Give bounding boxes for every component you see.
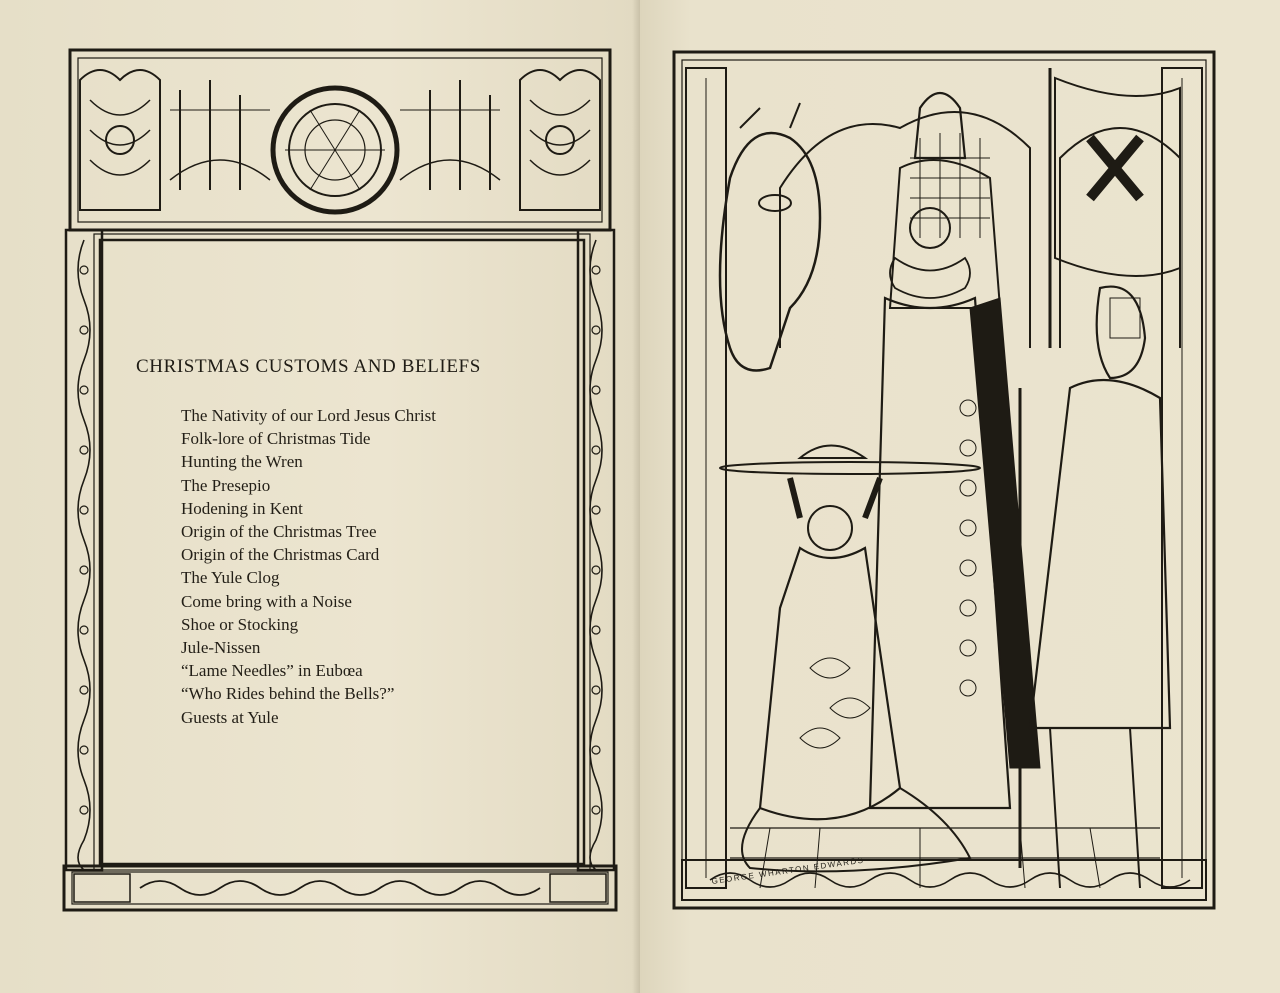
right-page (640, 0, 1280, 993)
page-title: CHRISTMAS CUSTOMS AND BELIEFS (136, 356, 481, 377)
contents-item: Origin of the Christmas Card (181, 545, 380, 565)
contents-item: Hodening in Kent (181, 498, 303, 518)
contents-item: Folk-lore of Christmas Tide (181, 429, 371, 449)
contents-item: The Presepio (181, 475, 271, 495)
contents-item: Come bring with a Noise (181, 591, 352, 611)
contents-list (181, 404, 436, 729)
medieval-illustration (670, 48, 1230, 918)
contents-item: Shoe or Stocking (181, 614, 299, 634)
contents-item: Origin of the Christmas Tree (181, 522, 377, 542)
contents-item: The Nativity of our Lord Jesus Christ (181, 406, 436, 425)
illustrator-signature: GEORGE WHARTON EDWARDS (711, 855, 865, 886)
contents-item: “Who Rides behind the Bells?” (181, 684, 395, 704)
contents-item: Jule-Nissen (181, 638, 261, 658)
contents-item: Guests at Yule (181, 707, 279, 727)
contents-item: The Yule Clog (181, 568, 280, 588)
contents-panel (100, 240, 584, 860)
contents-item: “Lame Needles” in Eubœa (181, 661, 363, 681)
contents-item: Hunting the Wren (181, 452, 303, 472)
